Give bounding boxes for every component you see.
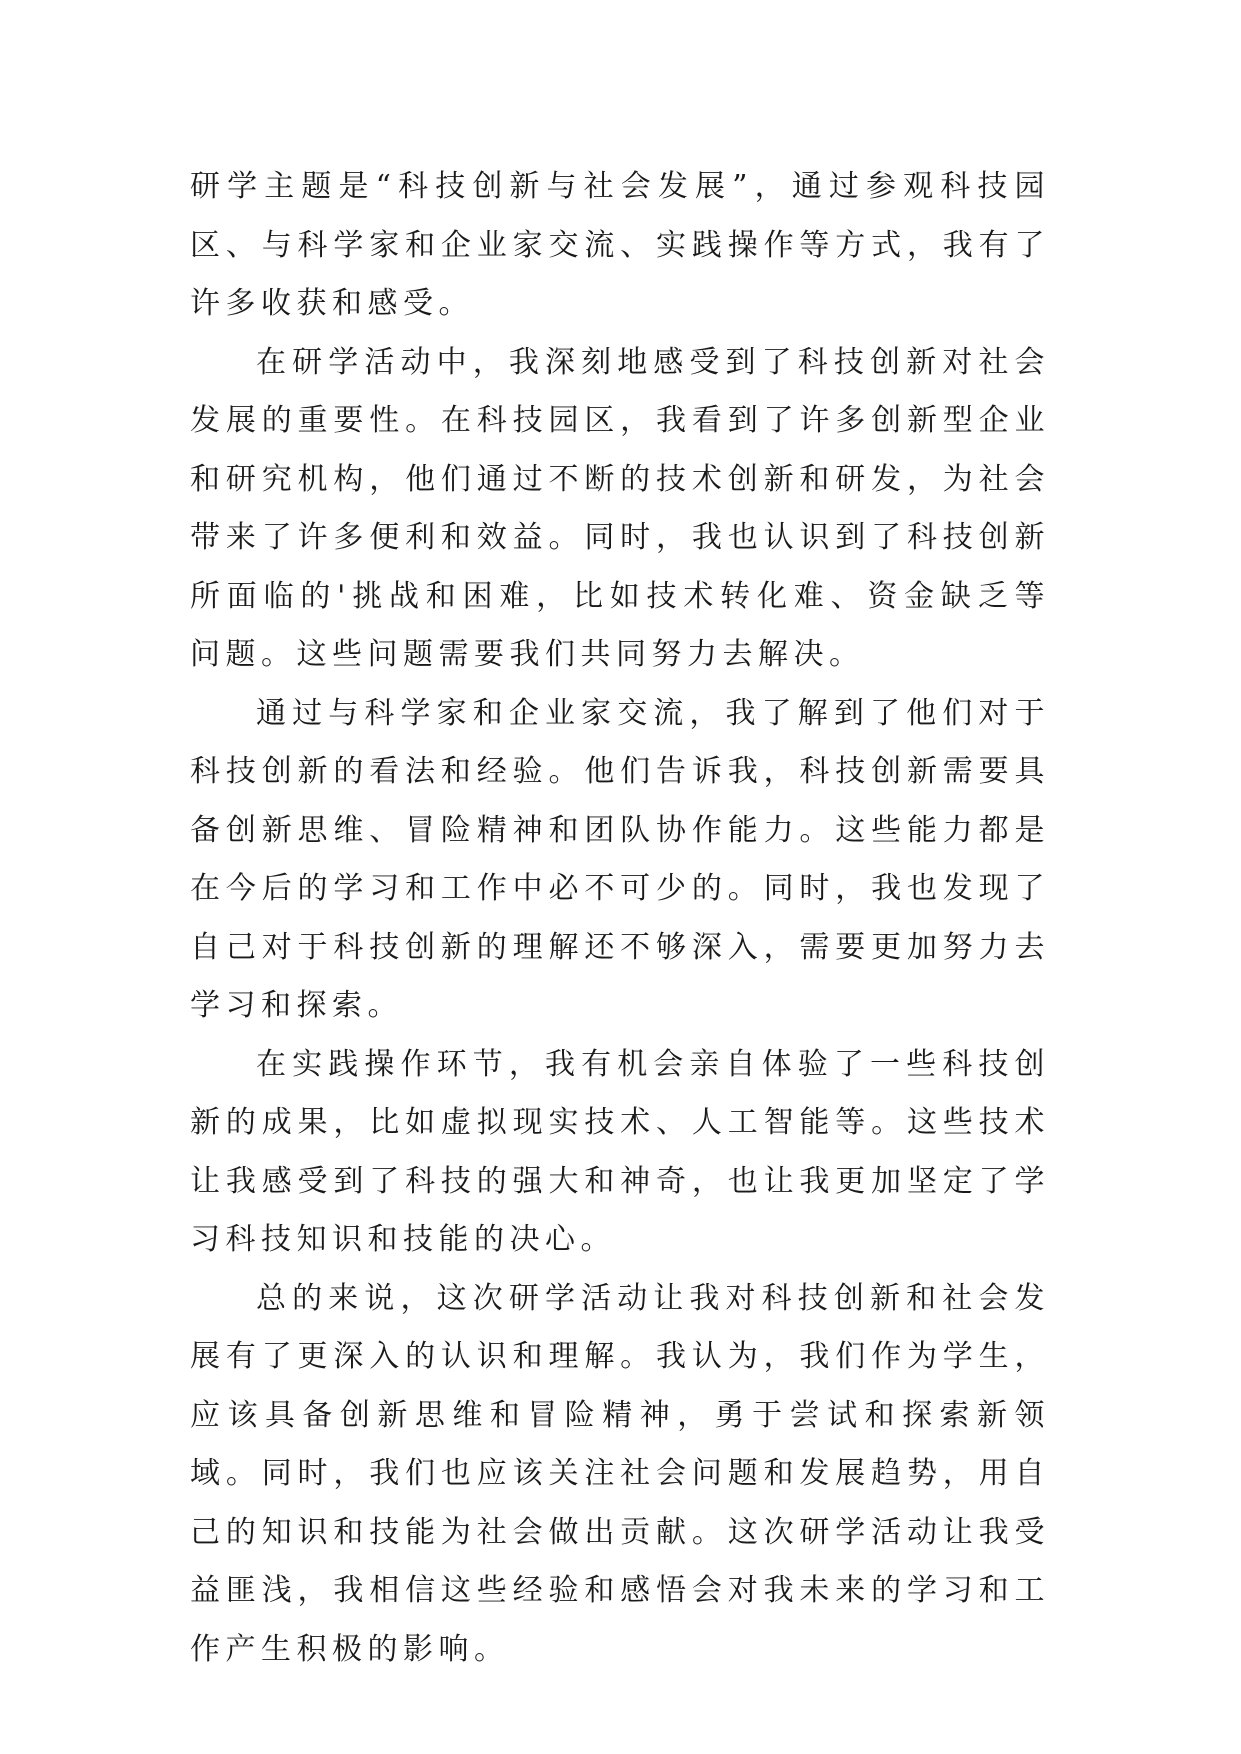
paragraph: 通过与科学家和企业家交流，我了解到了他们对于科技创新的看法和经验。他们告诉我，科技创新需要具备创新思维、冒险精神和团队协作能力。这些能力都是在今后的学习和工作中必不可少的。同时，我也发现了自己对于科技创新的理解还不够深入，需要更加努力去学习和探索。 — [190, 695, 1050, 1023]
document-body — [190, 158, 1050, 1679]
paragraph: 在研学活动中，我深刻地感受到了科技创新对社会发展的重要性。在科技园区，我看到了许多创新型企业和研究机构，他们通过不断的技术创新和研发，为社会带来了许多便利和效益。同时，我也认识到了科技创新所面临的'挑战和困难，比如技术转化难、资金缺乏等问题。这些问题需要我们共同努力去解决。 — [190, 344, 1050, 672]
paragraph-continued: 研学主题是“科技创新与社会发展”，通过参观科技园区、与科学家和企业家交流、实践操作等方式，我有了许多收获和感受。 — [190, 169, 1050, 321]
paragraph: 在实践操作环节，我有机会亲自体验了一些科技创新的成果，比如虚拟现实技术、人工智能等。这些技术让我感受到了科技的强大和神奇，也让我更加坚定了学习科技知识和技能的决心。 — [190, 1046, 1050, 1257]
paragraph: 总的来说，这次研学活动让我对科技创新和社会发展有了更深入的认识和理解。我认为，我们作为学生，应该具备创新思维和冒险精神，勇于尝试和探索新领域。同时，我们也应该关注社会问题和发展趋势，用自己的知识和技能为社会做出贡献。这次研学活动让我受益匪浅，我相信这些经验和感悟会对我未来的学习和工作产生积极的影响。 — [190, 1280, 1050, 1667]
